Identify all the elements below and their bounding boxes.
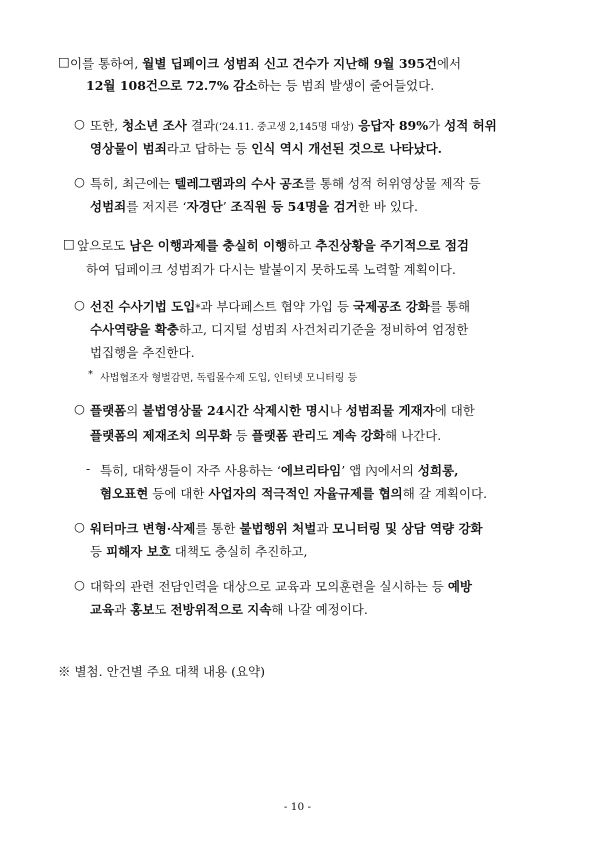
body-text: 도 (316, 428, 333, 443)
bullet-marker: □ (63, 236, 75, 251)
emphasis-text: 불법행위 처벌 (239, 521, 317, 536)
emphasis-text: 월별 딥페이크 성범죄 신고 건수 (142, 56, 317, 71)
emphasis-text: 남은 이행과제를 충실히 이행 (129, 238, 288, 253)
body-text: 나 (329, 403, 346, 418)
emphasis-text: 가 지난해 9월 395건 (316, 56, 437, 71)
paragraph-line (90, 297, 470, 315)
body-text: (‘24.11. 중고생 2,145명 대상) (214, 122, 354, 133)
emphasis-text: 플랫폼 관리 (251, 428, 317, 443)
emphasis-text: 국제공조 강화 (353, 299, 430, 314)
body-text: 하여 딥페이크 성범죄가 다시는 발붙이지 못하도록 노력할 계획이다. (86, 262, 456, 277)
body-text: 특히, 최근에는 (90, 176, 175, 191)
emphasis-text: 워터마크 변형·삭제 (90, 521, 196, 536)
emphasis-text: 성범죄물 게재자 (345, 403, 435, 418)
emphasis-text: 홍보 (130, 602, 155, 617)
paragraph-line (90, 577, 472, 595)
paragraph-line (90, 542, 307, 560)
emphasis-text: 불법영상물 24시간 삭제시한 명시 (142, 403, 330, 418)
paragraph-line (86, 76, 434, 94)
body-text: 를 통해 (429, 299, 471, 314)
body-text: 해 갈 계획이다. (402, 486, 488, 501)
paragraph-line (90, 139, 442, 157)
body-text: 가 (428, 118, 445, 133)
paragraph-line (90, 116, 497, 134)
emphasis-text: 텔레그램과의 수사 공조 (174, 176, 304, 191)
emphasis-text: 12월 108건으로 72.7% 감소 (86, 78, 258, 93)
paragraph-line (86, 260, 456, 278)
body-text: 의 (126, 403, 143, 418)
body-text: 과 (114, 602, 131, 617)
emphasis-text: 계속 강화 (332, 428, 386, 443)
emphasis-text: 플랫폼의 제재조치 의무화 (90, 428, 232, 443)
body-text: 한 바 있다. (357, 199, 418, 214)
body-text: 라고 답하는 등 (166, 141, 252, 156)
body-text: 특히, 대학생들이 자주 사용하는 ‘ (100, 463, 281, 478)
body-text: 해 나간다. (385, 428, 442, 443)
emphasis-text: 인식 역시 개선된 것으로 나타났다. (251, 141, 442, 156)
body-text: 를 통해 성적 허위영상물 제작 등 (303, 176, 481, 191)
emphasis-text: 혐오표현 (100, 486, 149, 501)
body-text: 하는 등 범죄 발생이 줄어들었다. (257, 78, 435, 93)
paragraph-line (90, 519, 483, 537)
body-text: 등 (231, 428, 252, 443)
body-text: ’ 앱 內에서의 (341, 463, 418, 478)
bullet-marker: □ (58, 54, 70, 69)
body-text: 등 (90, 544, 107, 559)
body-text: 또한, (90, 118, 123, 133)
emphasis-text: 응답자 89% (353, 118, 429, 133)
body-text: 를 통한 (195, 521, 240, 536)
emphasis-text: 영상물이 범죄 (90, 141, 167, 156)
bullet-marker: ○ (74, 297, 85, 312)
emphasis-text: 수사역량을 확충 (90, 322, 179, 337)
body-text: 과 부다페스트 협약 가입 등 (200, 299, 354, 314)
body-text: 해 나갈 예정이다. (271, 602, 368, 617)
paragraph-line (77, 236, 469, 254)
body-text: * (195, 303, 201, 314)
body-text: 대책도 충실히 추진하고, (170, 544, 308, 559)
body-text: 사법협조자 형벌감면, 독립몰수제 도입, 인터넷 모니터링 등 (100, 373, 358, 384)
emphasis-text: 성희롱, (417, 463, 459, 478)
emphasis-text: 예방 (447, 579, 472, 594)
emphasis-text: 성범죄 (90, 199, 127, 214)
paragraph-line (70, 54, 461, 72)
bullet-marker: ○ (74, 577, 85, 592)
body-text: 결과 (186, 118, 215, 133)
emphasis-text: 교육 (90, 602, 115, 617)
paragraph-line (90, 343, 195, 361)
emphasis-text: 전방위적으로 지속 (170, 602, 272, 617)
body-text: 대학의 관련 전담인력을 대상으로 교육과 모의훈련을 실시하는 등 (90, 579, 448, 594)
body-text: 를 저지른 ‘ (126, 199, 187, 214)
body-text: 등에 대한 (148, 486, 209, 501)
bullet-marker: ○ (74, 401, 85, 416)
emphasis-text: 에브리타임 (280, 463, 342, 478)
body-text: 하고 (287, 238, 316, 253)
body-text: ’ (222, 199, 231, 214)
attachment-note: ※ 별첨. 안건별 주요 대책 내용 (요약) (58, 664, 266, 679)
bullet-marker: ○ (74, 519, 85, 534)
bullet-marker: * (88, 369, 93, 380)
paragraph-line (90, 174, 481, 192)
emphasis-text: 플랫폼 (90, 403, 127, 418)
emphasis-text: 청소년 조사 (122, 118, 187, 133)
body-text: 앞으로도 (77, 238, 130, 253)
body-text: 법집행을 추진한다. (90, 345, 195, 360)
emphasis-text: 추진상황을 주기적으로 점검 (315, 238, 469, 253)
paragraph-line (100, 484, 487, 502)
emphasis-text: 선진 수사기법 도입 (90, 299, 196, 314)
body-text: 에 대한 (434, 403, 475, 418)
emphasis-text: 모니터링 및 상담 역량 강화 (332, 521, 483, 536)
body-text: 과 (316, 521, 333, 536)
paragraph-line (90, 600, 368, 618)
emphasis-text: 성적 허위 (444, 118, 497, 133)
emphasis-text: 자경단 (186, 199, 223, 214)
paragraph-line (90, 320, 468, 338)
emphasis-text: 조직원 등 54명을 검거 (230, 199, 358, 214)
paragraph-line (90, 197, 418, 215)
bullet-marker: - (86, 461, 91, 476)
paragraph-line (100, 461, 459, 479)
paragraph-line (100, 369, 357, 384)
bullet-marker: ○ (74, 116, 85, 131)
body-text: 도 (154, 602, 171, 617)
emphasis-text: 피해자 보호 (106, 544, 171, 559)
body-text: 이를 통하여, (70, 56, 143, 71)
body-text: 하고, 디지털 성범죄 사건처리기준을 정비하여 엄정한 (178, 322, 469, 337)
body-text: 에서 (436, 56, 462, 71)
page-number: - 10 - (283, 801, 312, 813)
paragraph-line (90, 426, 441, 444)
bullet-marker: ○ (74, 174, 85, 189)
emphasis-text: 사업자의 적극적인 자율규제를 협의 (208, 486, 403, 501)
paragraph-line (90, 401, 475, 419)
